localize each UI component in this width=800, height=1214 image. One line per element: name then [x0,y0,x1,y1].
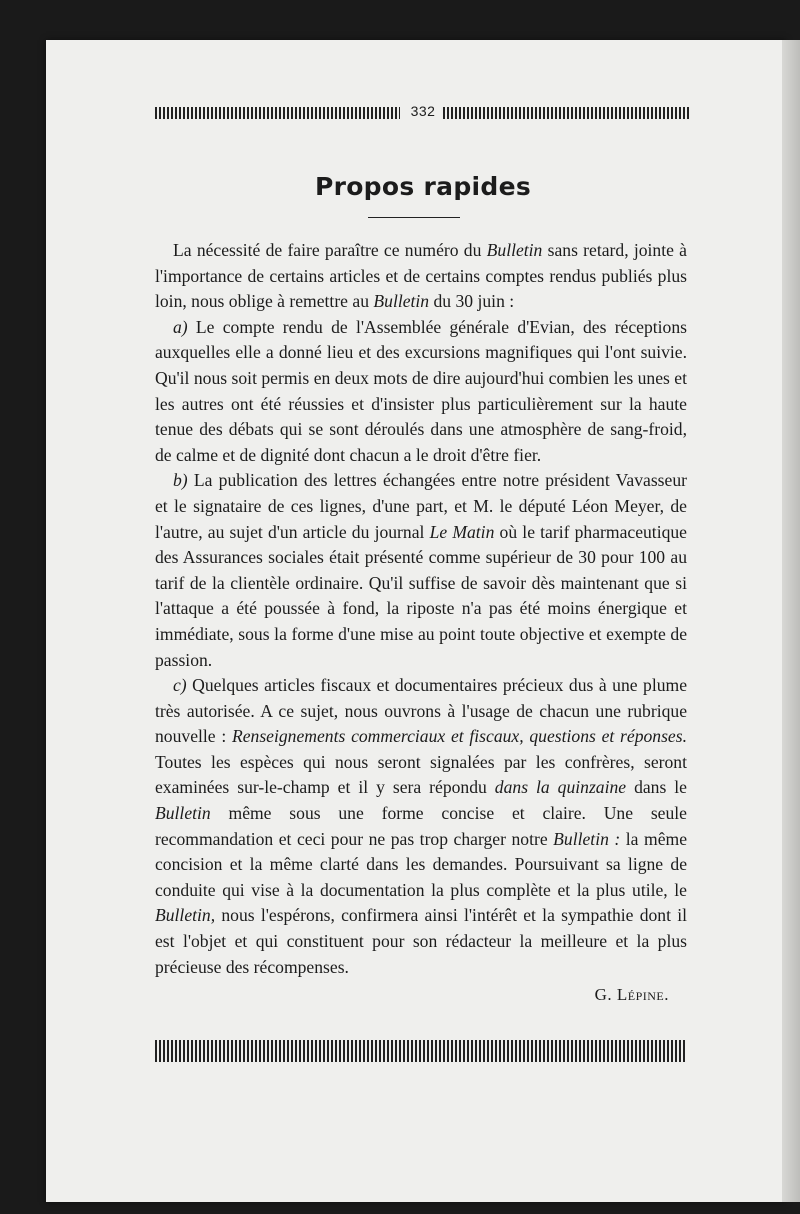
header-rule-right [443,107,691,119]
signature: G. Lépine. [594,985,669,1004]
next-page-edge [782,40,800,1202]
paragraph: a) Le compte rendu de l'Assemblée générale d'Evian, des réceptions auxquelles elle a donné lieu et des excursions magnifiques qui l'ont suivie. Qu'il nous soit permis en deux mots de dire aujourd'hui combien les unes et les autres ont été réussies et d'insister plus particulièrement sur la haute tenue des débats qui se sont déroulés dans une atmosphère de sang-froid, de calme et de dignité dont chacun a le droit d'être fier. [155,316,687,465]
title-underline [368,217,460,218]
paragraph: c) Quelques articles fiscaux et documentaires précieux dus à une plume très autorisée. A ce sujet, nous ouvrons à l'usage de chacun une rubrique nouvelle : Renseignements commerciaux et fiscaux, questions et réponses. Toutes les espèces qui nous seront signalées par les confrères, seront examinées sur-le-champ et il y sera répondu dans la quinzaine dans le Bulletin même sous une forme concise et claire. Une seule recommandation et ceci pour ne pas trop charger notre Bulletin : la même concision et la même clarté dans les demandes. Poursuivant sa ligne de conduite qui vise à la documentation la plus complète et la plus utile, le Bulletin, nous l'espérons, confirmera ainsi l'intérêt et la sympathie dont il est l'objet et qui constituent pour son rédacteur la meilleure et la plus précieuse des récompenses. [155,675,687,977]
paragraph: b) La publication des lettres échangées entre notre président Vavasseur et le signataire de ces lignes, d'une part, et M. le député Léon Meyer, de l'autre, au sujet d'un article du journal Le Matin où le tarif pharmaceutique des Assurances sociales était présenté comme supérieur de 30 pour 100 au tarif de la clientèle ordinaire. Qu'il suffise de savoir dès maintenant que si l'attaque a été poussée à fond, la riposte n'a pas été moins énergique et immédiate, sous la forme d'une mise au point toute objective et exempte de passion. [155,470,687,670]
article-title: Propos rapides [314,172,532,201]
page-header [155,105,691,121]
header-rule-left [155,107,400,119]
article-body [155,238,687,980]
page-number: 332 [410,103,436,119]
footer-rule [155,1040,685,1062]
paragraph: La nécessité de faire paraître ce numéro du Bulletin sans retard, jointe à l'importance de certains articles et de certains comptes rendus publiés plus loin, nous oblige à remettre au Bulletin du 30 juin : [155,240,687,312]
